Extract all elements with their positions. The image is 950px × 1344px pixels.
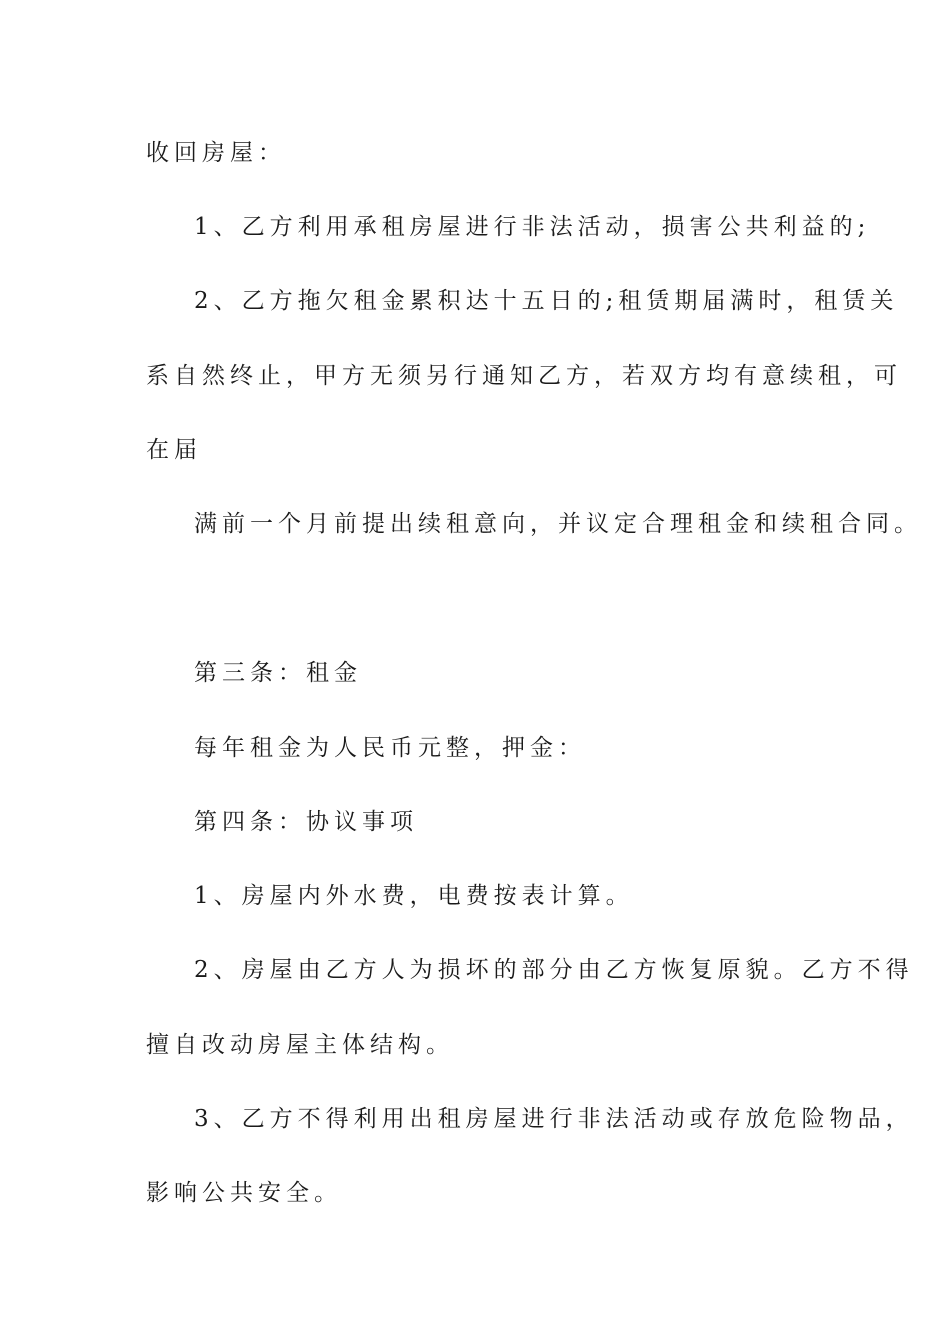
- paragraph-line: 3、乙方不得利用出租房屋进行非法活动或存放危险物品，: [194, 1106, 914, 1132]
- paragraph-line: 收回房屋：: [146, 140, 286, 166]
- paragraph-line: 擅自改动房屋主体结构。: [146, 1032, 454, 1058]
- paragraph-line: 每年租金为人民币元整，押金：: [194, 735, 586, 761]
- paragraph-line: 满前一个月前提出续租意向，并议定合理租金和续租合同。: [194, 511, 922, 537]
- section-heading: 第四条：协议事项: [194, 809, 418, 835]
- paragraph-line: 影响公共安全。: [146, 1180, 342, 1206]
- section-heading: 第三条：租金: [194, 660, 362, 686]
- paragraph-line: 系自然终止，甲方无须另行通知乙方，若双方均有意续租，可: [146, 363, 902, 389]
- paragraph-line: 2、乙方拖欠租金累积达十五日的;租赁期届满时，租赁关: [194, 288, 899, 314]
- paragraph-line: 2、房屋由乙方人为损坏的部分由乙方恢复原貌。乙方不得: [194, 957, 914, 983]
- paragraph-line: 1、房屋内外水费，电费按表计算。: [194, 883, 634, 909]
- paragraph-line: 在届: [146, 437, 202, 463]
- paragraph-line: 1、乙方利用承租房屋进行非法活动，损害公共利益的;: [194, 214, 871, 240]
